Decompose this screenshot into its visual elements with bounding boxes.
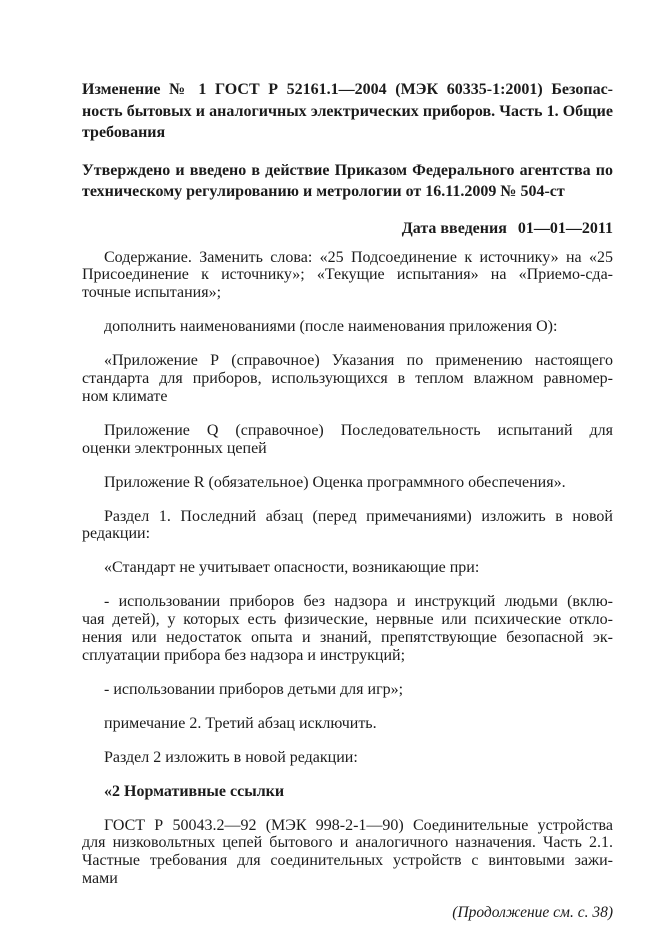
paragraph-line: оценки электронных цепей bbox=[82, 439, 267, 457]
document-body bbox=[82, 249, 613, 889]
paragraph-line: Раздел 1. Последний абзац (перед примечаниями) изложить в новой bbox=[104, 507, 613, 525]
paragraph-line: «2 Нормативные ссылки bbox=[104, 782, 285, 800]
paragraph-line: стандарта для приборов, использующихся в теплом влажном равномер- bbox=[82, 370, 613, 388]
document-content bbox=[82, 79, 613, 922]
paragraph-line: - использовании приборов без надзора и инструкций людьми (вклю- bbox=[104, 593, 613, 611]
effective-date-label: Дата введения bbox=[401, 219, 507, 237]
paragraph-line: ГОСТ Р 50043.2—92 (МЭК 998-2-1—90) Соединительные устройства bbox=[104, 816, 613, 834]
approval-line: Утверждено и введено в действие Приказом Федерального агентства по bbox=[82, 161, 613, 179]
paragraph-line: Приложение Q (справочное) Последовательность испытаний для bbox=[104, 421, 613, 439]
paragraph-line: примечание 2. Третий абзац исключить. bbox=[104, 714, 377, 732]
paragraph-line: редакции: bbox=[82, 525, 151, 543]
paragraph-line: точные испытания»; bbox=[82, 284, 222, 302]
effective-date-line bbox=[82, 219, 613, 239]
approval-line: техническому регулированию и метрологии от 16.11.2009 № 504-ст bbox=[82, 183, 565, 200]
paragraph-line: сплуатации прибора без надзора и инструкций; bbox=[82, 647, 406, 664]
paragraph-line: Присоединение к источнику»; «Текущие испытания» на «Приемо-сда- bbox=[82, 266, 613, 284]
title-line: ность бытовых и аналогичных электрических приборов. Часть 1. Общие bbox=[82, 102, 613, 120]
paragraph-line: мами bbox=[82, 870, 118, 888]
title-line: требования bbox=[82, 124, 166, 141]
paragraph-line: нения или недостаток опыта и знаний, препятствующие безопасной эк- bbox=[82, 629, 613, 647]
title-line: Изменение № 1 ГОСТ Р 52161.1—2004 (МЭК 60335-1:2001) Безопас- bbox=[82, 81, 613, 98]
paragraph-line: Частные требования для соединительных устройств с винтовыми зажи- bbox=[82, 852, 613, 870]
continuation-note: (Продолжение см. с. 38) bbox=[452, 904, 613, 922]
paragraph-line: «Приложение Р (справочное) Указания по применению настоящего bbox=[104, 352, 613, 370]
paragraph-line: чая детей), у которых есть физические, нервные или психические откло- bbox=[82, 611, 613, 629]
paragraph-line: «Стандарт не учитывает опасности, возникающие при: bbox=[104, 559, 480, 577]
paragraph-line: Приложение R (обязательное) Оценка программного обеспечения». bbox=[104, 473, 566, 491]
paragraph-line: - использовании приборов детьми для игр»; bbox=[104, 680, 404, 698]
document-header bbox=[82, 79, 613, 239]
paragraph-line: дополнить наименованиями (после наименования приложения О): bbox=[104, 318, 558, 336]
paragraph-line: Раздел 2 изложить в новой редакции: bbox=[104, 748, 358, 766]
paragraph-line: Содержание. Заменить слова: «25 Подсоединение к источнику» на «25 bbox=[104, 248, 613, 266]
paragraph-line: для низковольтных цепей бытового и аналогичного назначения. Часть 2.1. bbox=[82, 834, 613, 852]
paragraph-line: ном климате bbox=[82, 387, 168, 405]
effective-date-value: 01—01—2011 bbox=[517, 219, 613, 237]
